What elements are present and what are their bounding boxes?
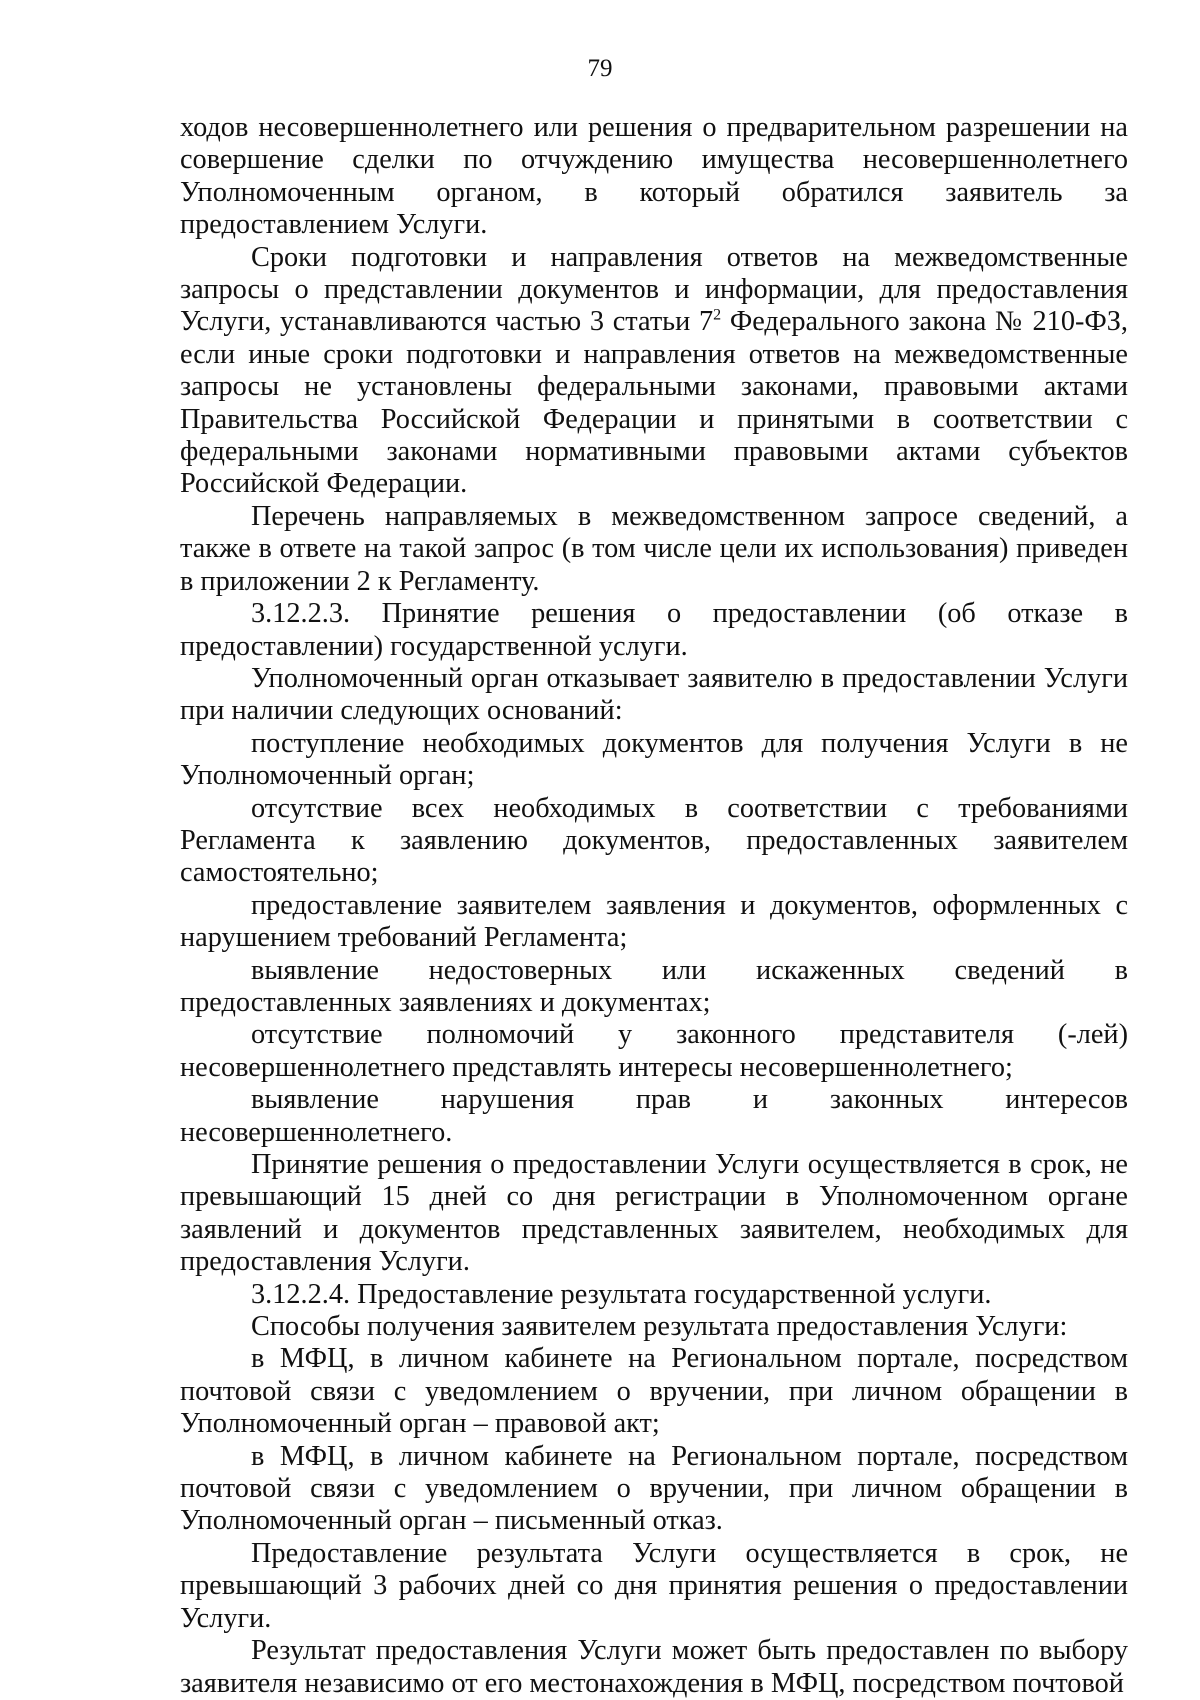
paragraph-result-choice: Результат предоставления Услуги может быть предоставлен по выбору заявителя независимо от его местонахождения в МФЦ, посредством почтовой bbox=[180, 1635, 1128, 1699]
paragraph-refusal-intro: Уполномоченный орган отказывает заявителю в предоставлении Услуги при наличии следующих оснований: bbox=[180, 662, 1128, 727]
result-method-refusal: в МФЦ, в личном кабинете на Региональном портале, посредством почтовой связи с уведомлением о вручении, при личном обращении в Уполномоченный орган – письменный отказ. bbox=[180, 1440, 1128, 1537]
paragraph-continuation: ходов несовершеннолетнего или решения о предварительном разрешении на совершение сделки по отчуждению имущества несовершеннолетнего Уполномоченным органом, в который обратился заявитель за предоставлением Услуги. bbox=[180, 112, 1128, 241]
paragraph-text-rest: Федерального закона № 210-ФЗ, если иные сроки подготовки и направления ответов на межведомственные запросы не установлены федеральными законами, правовыми актами Правительства Российской Федерации и принятыми в соответствии с федеральными законами нормативными правовыми актами субъектов Российской Федерации. bbox=[180, 306, 1128, 500]
paragraph-result-deadline: Предоставление результата Услуги осуществляется в срок, не превышающий 3 рабочих дней со дня принятия решения о предоставлении Услуги. bbox=[180, 1537, 1128, 1634]
refusal-ground-5: отсутствие полномочий у законного представителя (-лей) несовершеннолетнего представлять интересы несовершеннолетнего; bbox=[180, 1019, 1128, 1083]
paragraph-result-methods: Способы получения заявителем результата предоставления Услуги: bbox=[251, 1311, 1068, 1343]
paragraph-response-deadlines bbox=[180, 242, 1128, 501]
article-superscript: 2 bbox=[713, 307, 722, 325]
paragraph-request-list: Перечень направляемых в межведомственном запросе сведений, а также в ответе на такой запрос (в том числе цели их использования) приведен в приложении 2 к Регламенту. bbox=[180, 500, 1128, 597]
refusal-ground-3: предоставление заявителем заявления и документов, оформленных с нарушением требований Регламента; bbox=[180, 889, 1128, 954]
section-heading-3-12-2-3: 3.12.2.3. Принятие решения о предоставлении (об отказе в предоставлении) государственной услуги. bbox=[180, 598, 1128, 662]
document-body bbox=[180, 112, 1128, 1700]
paragraph-text: Сроки подготовки и направления ответов на межведомственные запросы о представлении документов и информации, для предоставления Услуги, устанавливаются частью 3 статьи 7 bbox=[180, 241, 1128, 338]
paragraph-decision-deadline: Принятие решения о предоставлении Услуги осуществляется в срок, не превышающий 15 дней со дня регистрации в Уполномоченном органе заявлений и документов представленных заявителем, необходимых для предоставления Услуги. bbox=[180, 1149, 1128, 1278]
section-heading-3-12-2-4: 3.12.2.4. Предоставление результата государственной услуги. bbox=[251, 1278, 992, 1310]
refusal-ground-4: выявление недостоверных или искаженных сведений в предоставленных заявлениях и документах; bbox=[180, 954, 1128, 1018]
refusal-ground-2: отсутствие всех необходимых в соответствии с требованиями Регламента к заявлению документов, предоставленных заявителем самостоятельно; bbox=[180, 792, 1128, 889]
refusal-ground-6: выявление нарушения прав и законных интересов несовершеннолетнего. bbox=[180, 1084, 1128, 1148]
refusal-ground-1: поступление необходимых документов для получения Услуги в не Уполномоченный орган; bbox=[180, 727, 1128, 792]
page-number: 79 bbox=[587, 55, 613, 82]
result-method-legal-act: в МФЦ, в личном кабинете на Региональном портале, посредством почтовой связи с уведомлением о вручении, при личном обращении в Уполномоченный орган – правовой акт; bbox=[180, 1343, 1128, 1440]
